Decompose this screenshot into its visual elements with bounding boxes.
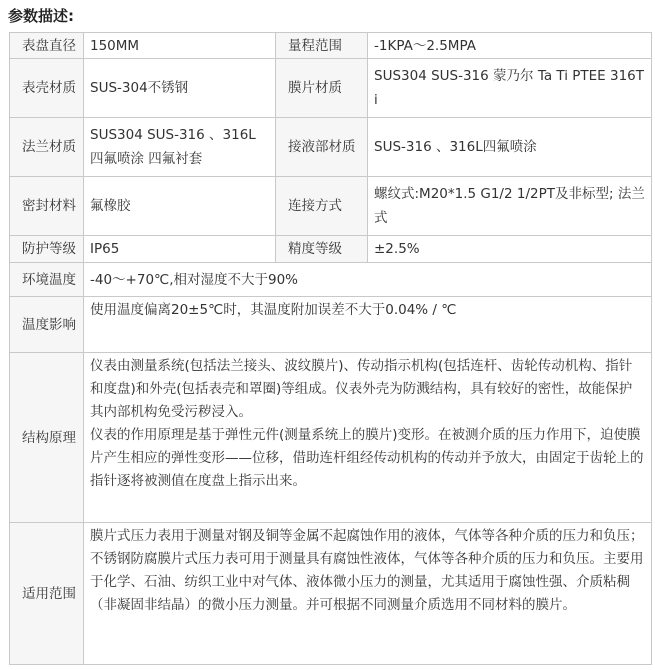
connection-label: 连接方式	[276, 177, 368, 236]
case-material-value: SUS-304不锈钢	[84, 59, 276, 118]
table-row	[10, 177, 652, 236]
temp-effect-value: 使用温度偏离20±5℃时，其温度附加误差不大于0.04% / ℃	[84, 297, 652, 353]
range-value: -1KPA～2.5MPA	[368, 33, 652, 59]
protection-label: 防护等级	[10, 236, 84, 263]
diaphragm-material-label: 膜片材质	[276, 59, 368, 118]
structure-paragraph-2: 仪表的作用原理是基于弹性元件(测量系统上的膜片)变形。在被测介质的压力作用下，迫使膜片产生相应的弹性变形——位移，借助连杆组经传动机构的传动并予放大，由固定于齿轮上的指针逐将被测值在度盘上指示出来。	[90, 427, 644, 489]
structure-value	[84, 353, 652, 523]
table-row	[10, 33, 652, 59]
ambient-temp-value: -40～+70℃,相对湿度不大于90%	[84, 263, 652, 297]
structure-paragraph-1: 仪表由测量系统(包括法兰接头、波纹膜片)、传动指示机构(包括连杆、齿轮传动机构、指针和度盘)和外壳(包括表壳和罩圈)等组成。仪表外壳为防溅结构，具有较好的密性，故能保护其内部机构免受污秽浸入。	[90, 358, 633, 420]
wetted-material-value: SUS-316 、316L四氟喷涂	[368, 118, 652, 177]
case-material-label: 表壳材质	[10, 59, 84, 118]
ambient-temp-label: 环境温度	[10, 263, 84, 297]
connection-value: 螺纹式:M20*1.5 G1/2 1/2PT及非标型; 法兰式	[368, 177, 652, 236]
seal-material-value: 氟橡胶	[84, 177, 276, 236]
protection-value: IP65	[84, 236, 276, 263]
spec-table	[9, 32, 652, 665]
range-label: 量程范围	[276, 33, 368, 59]
table-row	[10, 523, 652, 665]
flange-material-label: 法兰材质	[10, 118, 84, 177]
table-row	[10, 263, 652, 297]
table-row	[10, 59, 652, 118]
seal-material-label: 密封材料	[10, 177, 84, 236]
table-row	[10, 353, 652, 523]
temp-effect-label: 温度影响	[10, 297, 84, 353]
table-row	[10, 118, 652, 177]
accuracy-label: 精度等级	[276, 236, 368, 263]
structure-label: 结构原理	[10, 353, 84, 523]
flange-material-value: SUS304 SUS-316 、316L四氟喷涂 四氟衬套	[84, 118, 276, 177]
wetted-material-label: 接液部材质	[276, 118, 368, 177]
table-row	[10, 297, 652, 353]
section-heading: 参数描述:	[8, 7, 74, 25]
accuracy-value: ±2.5%	[368, 236, 652, 263]
diaphragm-material-value: SUS304 SUS-316 蒙乃尔 Ta Ti PTEE 316Ti	[368, 59, 652, 118]
application-value: 膜片式压力表用于测量对钢及铜等金属不起腐蚀作用的液体，气体等各种介质的压力和负压；不锈钢防腐膜片式压力表可用于测量具有腐蚀性液体，气体等各种介质的压力和负压。主要用于化学、石油、纺织工业中对气体、液体微小压力的测量，尤其适用于腐蚀性强、介质粘稠（非凝固非结晶）的微小压力测量。并可根据不同测量介质选用不同材料的膜片。	[84, 523, 652, 665]
application-label: 适用范围	[10, 523, 84, 665]
table-row	[10, 236, 652, 263]
dial-diameter-value: 150MM	[84, 33, 276, 59]
dial-diameter-label: 表盘直径	[10, 33, 84, 59]
